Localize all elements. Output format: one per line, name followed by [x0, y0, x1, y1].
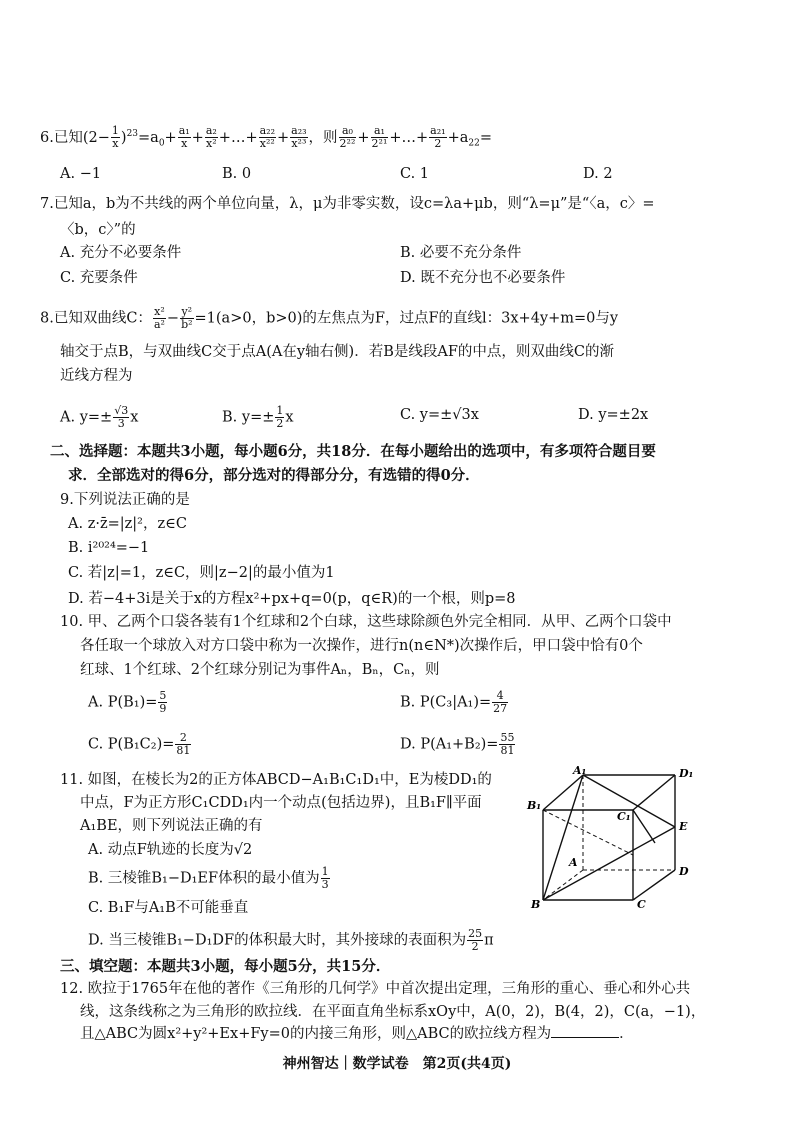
q6-frac-a2: $\frac{\text{a₂}}{\text{x²}}$ [205, 124, 217, 151]
q11-option-b [88, 866, 331, 891]
cube-diagram [525, 765, 725, 910]
q8-frac-b: $\frac{1}{2}$ [276, 404, 284, 430]
q6-choice-d: D. 2 [583, 166, 613, 182]
q11-frac-d: $\frac{25}{2}$ [468, 927, 483, 953]
q11-line2: 中点，F为正方形C₁CDD₁内一个动点(包括边界)，且B₁F∥平面 [80, 795, 482, 811]
q10-option-c [88, 732, 192, 757]
q8-lead: 8.已知双曲线C： [40, 310, 152, 327]
label-c: C [637, 898, 646, 910]
label-a: A [569, 856, 578, 869]
label-b: B [531, 898, 541, 910]
q12-line3 [80, 1024, 634, 1044]
q10-frac-d: $\frac{55}{81}$ [500, 731, 515, 757]
q7-line2: 〈b，c〉”的 [60, 222, 136, 238]
q6-frac-a22: $\frac{\text{a₂₂}}{\text{x²²}}$ [259, 124, 275, 151]
q9-option-d: D. 若−4+3i是关于x的方程x²+px+q=0(p，q∈R)的一个根，则p=8 [68, 591, 516, 607]
q11-pi: π [484, 932, 494, 949]
q6-choice-a: A. −1 [60, 166, 102, 182]
q8-line3: 近线方程为 [60, 368, 133, 384]
q6-ellipsis-2: +…+ [389, 129, 429, 146]
q6-choice-c: C. 1 [400, 166, 430, 182]
q9-option-a: A. z·z̄=|z|²，z∈C [68, 516, 187, 532]
q11-line3: A₁BE，则下列说法正确的有 [80, 818, 263, 834]
q10-option-d-text: D. P(A₁+B₂)= [400, 736, 499, 753]
section2-line2: 求．全部选对的得6分，部分选对的得部分分，有选错的得0分． [68, 467, 480, 484]
q6-base-close: ) [120, 129, 127, 146]
q12-answer-blank[interactable] [551, 1025, 619, 1038]
q8-choice-b: B. y=± $\frac{1}{2}$ x [222, 404, 294, 430]
q11-line1: 11. 如图，在棱长为2的正方体ABCD−A₁B₁C₁D₁中，E为棱DD₁的 [60, 772, 492, 788]
q12-line1: 12. 欧拉于1765年在他的著作《三角形的几何学》中首次提出定理，三角形的重心、垂心和外心共 [60, 981, 691, 997]
q6-then: ，则 [308, 129, 338, 146]
edge-ab-hidden [543, 870, 583, 900]
q11-option-d-text: D. 当三棱锥B₁−D₁DF的体积最大时，其外接球的表面积为 [88, 932, 467, 949]
q10-line1: 10. 甲、乙两个口袋各装有1个红球和2个白球，这些球除颜色外完全相同．从甲、乙两个口袋中 [60, 614, 672, 630]
q11-frac-b: $\frac{1}{3}$ [321, 865, 329, 891]
q6-rhs: =a [138, 129, 159, 146]
q6-stem: 6.已知(2− $\frac{1}{x}$ )$^{23}=a_0+$ $\frac{\text{a₁}}{x}$ + $\frac{\text{a₂}}{\text{x²}}$ +…+ $\frac{\text{a₂₂}}{\text{x²²}}$ + $\frac{\text{a₂₃}}{\text{x²³}}$ ，则 $\frac{\text{a₀}}{\text{2²²}}$ + $\frac{\text{a₁}}{\text{2²¹}}$ +…+ $\frac{\text{a₂₁}}{2}$ $+a_{22}=$ [40, 124, 492, 151]
q10-frac-a: $\frac{5}{9}$ [159, 689, 167, 715]
q6-power: 23 [126, 129, 139, 139]
q9-option-c: C. 若|z|=1，z∈C，则|z−2|的最小值为1 [68, 565, 335, 581]
q8-choice-d: D. y=±2x [578, 407, 649, 423]
label-d: D [679, 865, 689, 878]
q8-frac-y: $\frac{\text{y²}}{\text{b²}}$ [181, 305, 193, 331]
edge-cd [633, 870, 675, 900]
q6-ask-end: +a [447, 129, 469, 146]
q6-frac-b21: $\frac{\text{a₂₁}}{2}$ [430, 124, 446, 151]
q6-frac-1-x: $\frac{1}{x}$ [111, 124, 119, 151]
label-d1: D₁ [679, 767, 694, 780]
q9-option-b: B. i²⁰²⁴=−1 [68, 540, 150, 556]
q10-option-d [400, 732, 516, 757]
q10-option-a-text: A. P(B₁)= [88, 694, 158, 711]
q12-line3-text: 且△ABC为圆x²+y²+Ex+Fy=0的内接三角形，则△ABC的欧拉线方程为 [80, 1026, 552, 1042]
section2-line1: 二、选择题：本题共3小题，每小题6分，共18分．在每小题给出的选项中，有多项符合题目要 [50, 443, 656, 460]
q6-ask-eq: = [479, 129, 492, 146]
q8-choice-a-text: A. y=± [60, 409, 113, 426]
label-b1: B₁ [527, 799, 542, 812]
q8-choice-a: A. y=± $\frac{√3}{3}$ x [60, 404, 139, 430]
q8-choice-c: C. y=±√3x [400, 407, 479, 423]
q10-option-c-text: C. P(B₁C₂)= [88, 736, 175, 753]
q10-line2: 各任取一个球放入对方口袋中称为一次操作，进行n(n∈N*)次操作后，甲口袋中恰有0个 [80, 638, 643, 654]
q9-stem: 9.下列说法正确的是 [60, 492, 190, 508]
q8-line2: 轴交于点B，与双曲线C交于点A(A在y轴右侧)．若B是线段AF的中点，则双曲线C的渐 [60, 344, 614, 360]
q11-option-c: C. B₁F与A₁B不可能垂直 [88, 900, 249, 916]
q7-choice-c: C. 充要条件 [60, 270, 138, 286]
label-a1: A₁ [573, 765, 587, 777]
q12-period: ． [619, 1026, 634, 1042]
q6-base: (2− [82, 129, 110, 146]
q10-option-b-text: B. P(C₃|A₁)= [400, 694, 492, 711]
q10-frac-c: $\frac{2}{81}$ [176, 731, 191, 757]
q11-option-a: A. 动点F轨迹的长度为√2 [88, 842, 253, 858]
page-footer: 神州智达｜数学试卷 第2页(共4页) [282, 1056, 512, 1072]
q6-frac-b0: $\frac{\text{a₀}}{\text{2²²}}$ [339, 124, 356, 151]
q6-lead: 6.已知 [40, 129, 83, 146]
q7-choice-b: B. 必要不充分条件 [400, 245, 522, 261]
q8-line1: 8.已知双曲线C： $\frac{\text{x²}}{\text{a²}}$ − $\frac{\text{y²}}{\text{b²}}$ =1(a>0，b>0)的左焦点为F，过点F的直线l：3x+4y+m=0与y [40, 305, 619, 331]
q11-option-b-text: B. 三棱锥B₁−D₁EF体积的最小值为 [88, 870, 320, 887]
q6-frac-b1: $\frac{\text{a₁}}{\text{2²¹}}$ [371, 124, 388, 151]
q8-frac-x: $\frac{\text{x²}}{\text{a²}}$ [153, 305, 165, 331]
q12-line2: 线，这条线称之为三角形的欧拉线．在平面直角坐标系xOy中，A(0，2)，B(4，2)，C(a，−1)， [80, 1004, 706, 1020]
q10-option-a [88, 690, 168, 715]
edge-c1d1 [633, 775, 675, 810]
label-e: E [679, 820, 688, 833]
q7-choice-d: D. 既不充分也不必要条件 [400, 270, 566, 286]
q6-frac-a1: $\frac{\text{a₁}}{x}$ [178, 124, 190, 151]
section3-header: 三、填空题：本题共3小题，每小题5分，共15分． [60, 958, 391, 975]
label-c1: C₁ [617, 810, 631, 823]
q10-option-b [400, 690, 509, 715]
seg-c1f [633, 810, 655, 843]
q6-ellipsis: +…+ [218, 129, 258, 146]
q8-frac-a: $\frac{√3}{3}$ [114, 404, 129, 430]
q8-choice-b-text: B. y=± [222, 409, 275, 426]
q11-option-d [88, 928, 494, 953]
q7-choice-a: A. 充分不必要条件 [60, 245, 182, 261]
q8-lead-rest: =1(a>0，b>0)的左焦点为F，过点F的直线l：3x+4y+m=0与y [194, 310, 619, 327]
q10-frac-b: $\frac{4}{27}$ [493, 689, 508, 715]
q7-line1: 7.已知a，b为不共线的两个单位向量，λ，μ为非零实数，设c=λa+μb，则“λ=μ”是“〈a，c〉= [40, 196, 655, 212]
q6-choice-b: B. 0 [222, 166, 252, 182]
q10-line3: 红球、1个红球、2个红球分别记为事件Aₙ，Bₙ，Cₙ，则 [80, 662, 440, 678]
q6-frac-a23: $\frac{\text{a₂₃}}{\text{x²³}}$ [291, 124, 307, 151]
